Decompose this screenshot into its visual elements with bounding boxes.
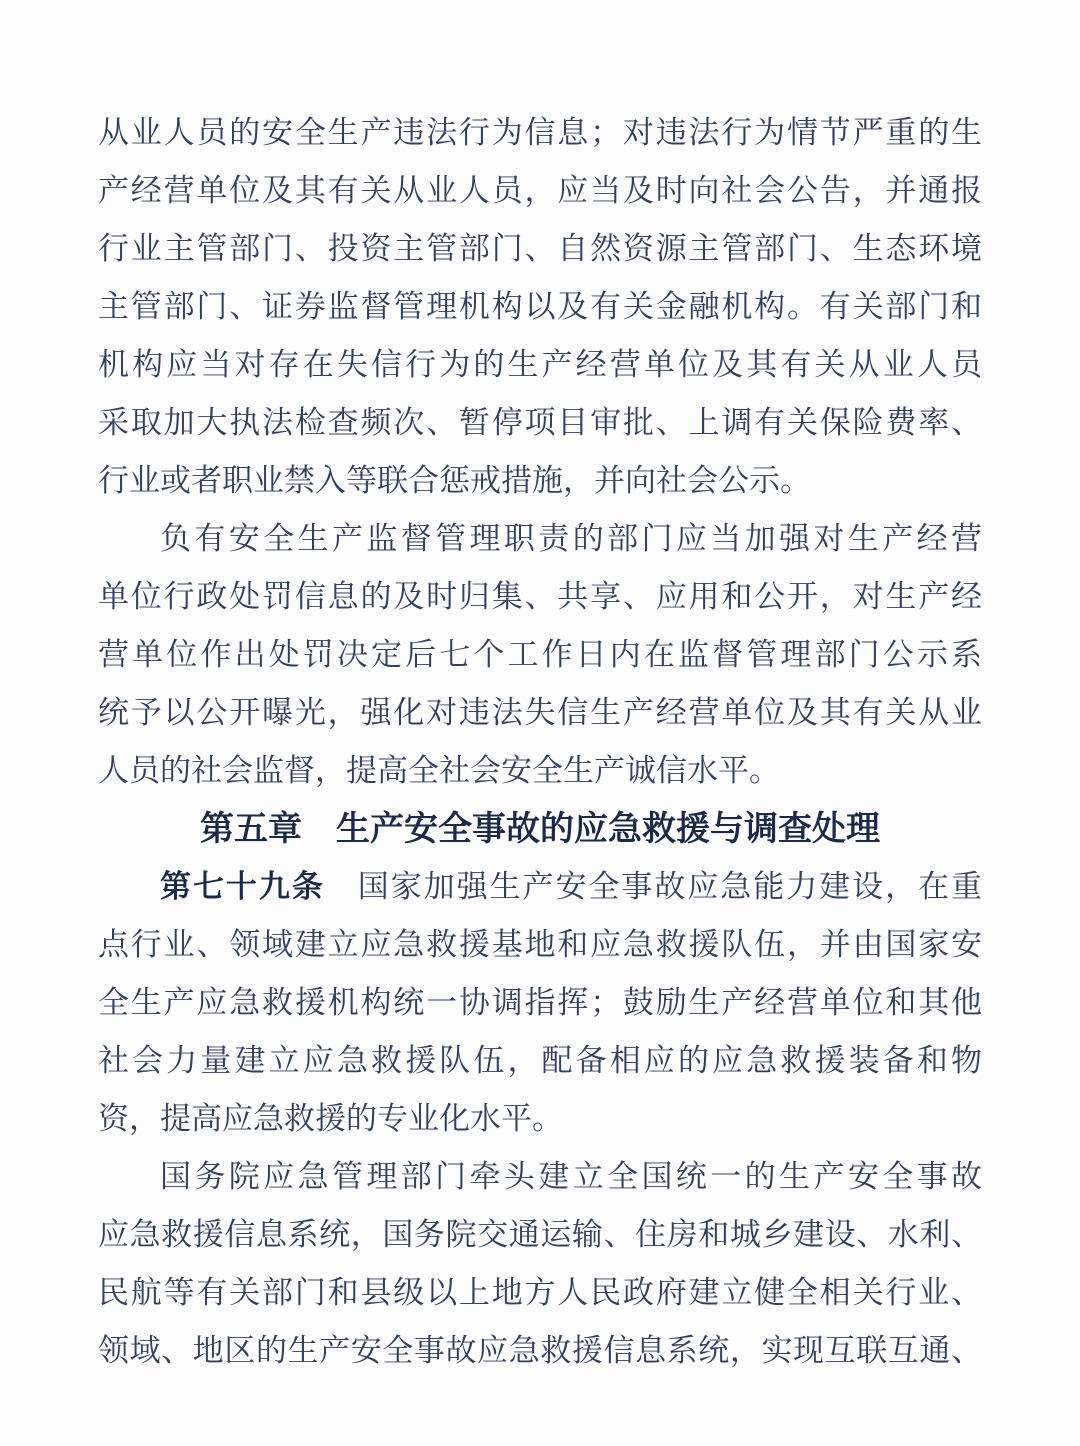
- text-line: 采取加大执法检查频次、暂停项目审批、上调有关保险费率、: [98, 405, 982, 440]
- text-line: 行业或者职业禁入等联合惩戒措施，并向社会公示。: [98, 463, 811, 498]
- text-line: 资，提高应急救援的专业化水平。: [98, 1101, 563, 1136]
- text-line: 统予以公开曝光，强化对违法失信生产经营单位及其有关从业: [98, 695, 982, 730]
- text-line: 点行业、领域建立应急救援基地和应急救援队伍，并由国家安: [98, 927, 982, 962]
- text-line: 负有安全生产监督管理职责的部门应当加强对生产经营: [160, 521, 982, 556]
- text-line: 社会力量建立应急救援队伍，配备相应的应急救援装备和物: [98, 1043, 982, 1078]
- text-line: [98, 858, 982, 916]
- text-line: 人员的社会监督，提高全社会安全生产诚信水平。: [98, 753, 780, 788]
- text-line: 领域、地区的生产安全事故应急救援信息系统，实现互联互通、: [98, 1333, 982, 1368]
- text-line: 行业主管部门、投资主管部门、自然资源主管部门、生态环境: [98, 231, 982, 266]
- text-line: 从业人员的安全生产违法行为信息；对违法行为情节严重的生: [98, 115, 982, 150]
- text-line: 单位行政处罚信息的及时归集、共享、应用和公开，对生产经: [98, 579, 982, 614]
- text-line: 机构应当对存在失信行为的生产经营单位及其有关从业人员: [98, 347, 982, 382]
- text-line: 民航等有关部门和县级以上地方人民政府建立健全相关行业、: [98, 1275, 982, 1310]
- article-number: 第七十九条: [160, 869, 325, 904]
- text-line: 主管部门、证券监督管理机构以及有关金融机构。有关部门和: [98, 289, 982, 324]
- text-line: 全生产应急救援机构统一协调指挥；鼓励生产经营单位和其他: [98, 985, 982, 1020]
- article-text: 国家加强生产安全事故应急能力建设，在重: [324, 869, 982, 904]
- chapter-heading: 第五章 生产安全事故的应急救援与调查处理: [200, 810, 880, 848]
- text-line: 产经营单位及其有关从业人员，应当及时向社会公告，并通报: [98, 173, 982, 208]
- text-line: 应急救援信息系统，国务院交通运输、住房和城乡建设、水利、: [98, 1217, 982, 1252]
- text-line: 营单位作出处罚决定后七个工作日内在监督管理部门公示系: [98, 637, 982, 672]
- text-line: 国务院应急管理部门牵头建立全国统一的生产安全事故: [160, 1159, 982, 1194]
